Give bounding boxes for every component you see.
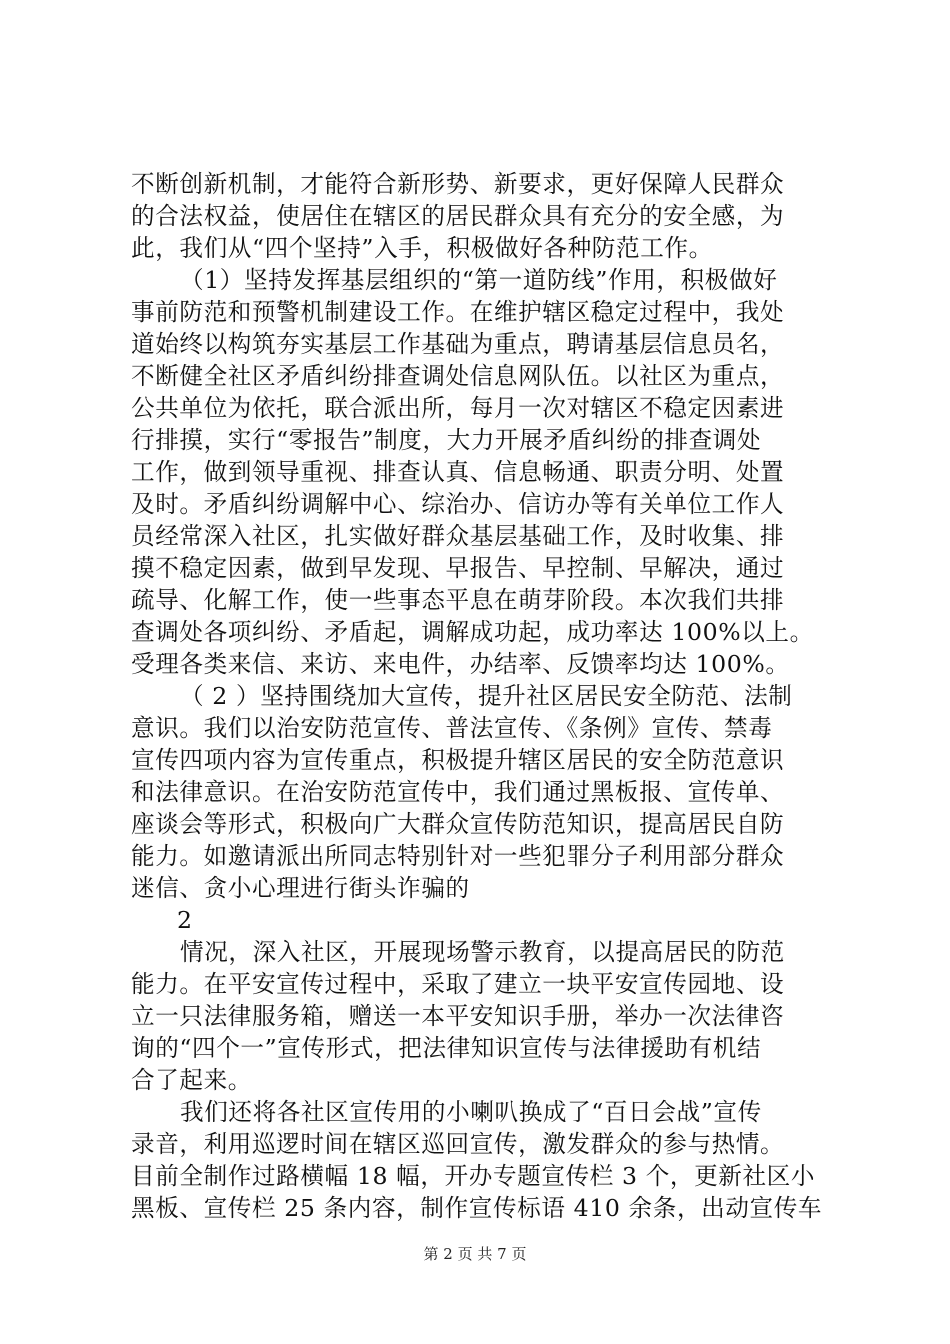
page-footer: 第 2 页 共 7 页 — [423, 1245, 527, 1263]
text-line: 不断健全社区矛盾纠纷排查调处信息网队伍。以社区为重点， — [131, 362, 785, 390]
text-line: 事前防范和预警机制建设工作。在维护辖区稳定过程中，我处 — [131, 298, 785, 326]
text-line: 立一只法律服务箱，赠送一本平安知识手册，举办一次法律咨 — [131, 1002, 785, 1030]
text-line: 宣传四项内容为宣传重点，积极提升辖区居民的安全防范意识 — [131, 746, 785, 774]
paragraph-start-line: 情况，深入社区，开展现场警示教育，以提高居民的防范 — [180, 938, 785, 966]
text-line: 公共单位为依托，联合派出所，每月一次对辖区不稳定因素进 — [131, 394, 785, 422]
text-line: 此，我们从“四个坚持”入手，积极做好各种防范工作。 — [131, 234, 713, 262]
text-line: 迷信、贪小心理进行街头诈骗的 — [131, 874, 470, 902]
paragraph-start-line: 我们还将各社区宣传用的小喇叭换成了“百日会战”宣传 — [180, 1098, 762, 1126]
text-line: 意识。我们以治安防范宣传、普法宣传、《条例》宣传、禁毒 — [131, 714, 773, 742]
text-line: 道始终以构筑夯实基层工作基础为重点，聘请基层信息员名， — [131, 330, 785, 358]
text-line: 摸不稳定因素，做到早发现、早报告、早控制、早解决，通过 — [131, 554, 785, 582]
text-line: 疏导、化解工作，使一些事态平息在萌芽阶段。本次我们共排 — [131, 586, 785, 614]
text-line: 黑板、宣传栏 25 条内容，制作宣传标语 410 余条，出动宣传车 — [131, 1194, 823, 1222]
inline-page-number: 2 — [177, 906, 193, 934]
text-line: 能力。如邀请派出所同志特别针对一些犯罪分子利用部分群众 — [131, 842, 785, 870]
text-line: 合了起来。 — [131, 1066, 252, 1094]
text-line: 查调处各项纠纷、矛盾起，调解成功起，成功率达 100%以上。 — [131, 618, 814, 646]
text-line: 目前全制作过路横幅 18 幅，开办专题宣传栏 3 个，更新社区小 — [131, 1162, 816, 1190]
text-line: 询的“四个一”宣传形式，把法律知识宣传与法律援助有机结 — [131, 1034, 762, 1062]
text-line: 受理各类来信、来访、来电件，办结率、反馈率均达 100%。 — [131, 650, 790, 678]
paragraph-start-line: （ 2 ）坚持围绕加大宣传，提升社区居民安全防范、法制 — [180, 682, 793, 710]
text-line: 能力。在平安宣传过程中，采取了建立一块平安宣传园地、设 — [131, 970, 785, 998]
text-line: 员经常深入社区，扎实做好群众基层基础工作，及时收集、排 — [131, 522, 785, 550]
text-line: 座谈会等形式，积极向广大群众宣传防范知识，提高居民自防 — [131, 810, 785, 838]
text-line: 及时。矛盾纠纷调解中心、综治办、信访办等有关单位工作人 — [131, 490, 785, 518]
text-line: 和法律意识。在治安防范宣传中，我们通过黑板报、宣传单、 — [131, 778, 785, 806]
text-line: 工作，做到领导重视、排查认真、信息畅通、职责分明、处置 — [131, 458, 785, 486]
text-line: 录音，利用巡逻时间在辖区巡回宣传，激发群众的参与热情。 — [131, 1130, 785, 1158]
text-line: 行排摸，实行“零报告”制度，大力开展矛盾纠纷的排查调处 — [131, 426, 762, 454]
text-line: 不断创新机制，才能符合新形势、新要求，更好保障人民群众 — [131, 170, 785, 198]
paragraph-start-line: （1）坚持发挥基层组织的“第一道防线”作用，积极做好 — [180, 266, 778, 294]
text-line: 的合法权益，使居住在辖区的居民群众具有充分的安全感，为 — [131, 202, 785, 230]
